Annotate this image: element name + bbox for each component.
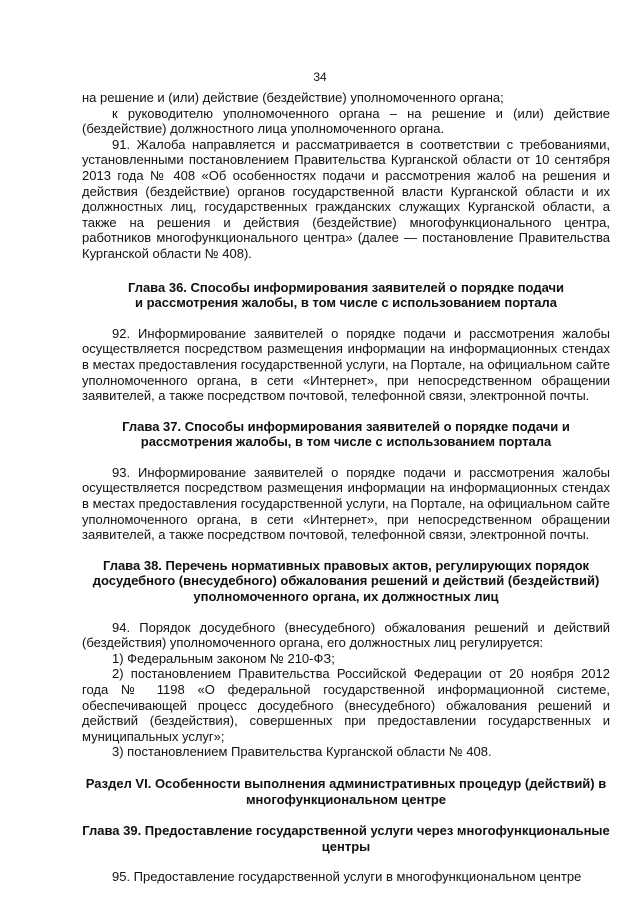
heading-line: Глава 36. Способы информирования заявителей о порядке подачи <box>127 279 565 295</box>
section-6-heading <box>82 776 610 807</box>
paragraph-94: 94. Порядок досудебного (внесудебного) обжалования решений и действий (бездействия) уполномоченного органа, его должностных лиц регулируется: <box>82 619 610 651</box>
heading-line: Глава 38. Перечень нормативных правовых актов, регулирующих порядок <box>102 557 590 573</box>
list-item: 1) Федеральным законом № 210-ФЗ; <box>112 650 335 666</box>
paragraph: к руководителю уполномоченного органа – на решение и (или) действие (бездействие) должностного лица уполномоченного органа. <box>82 105 610 137</box>
paragraph: на решение и (или) действие (бездействие) уполномоченного органа; <box>82 90 504 105</box>
list-item: 3) постановлением Правительства Курганской области № 408. <box>112 744 492 760</box>
paragraph-91: 91. Жалоба направляется и рассматривается в соответствии с требованиями, установленными постановлением Правительства Курганской области от 10 сентября 2013 года № 408 «Об особенностях подачи и рассмотрения жалоб на решения и действия (бездействие) органов государственной власти Курганской области и их должностных лиц, государственных гражданских служащих Курганской области, а также на решения и действия (бездействие) многофункционального центра, работников многофункционального центра» (далее — постановление Правительства Курганской области № 408). <box>82 136 610 261</box>
paragraph-92: 92. Информирование заявителей о порядке подачи и рассмотрения жалобы осуществляется посредством размещения информации на информационных стендах в местах предоставления государственной услуги, на Портале, на официальном сайте уполномоченного органа, в сети «Интернет», при непосредственном обращении заявителей, а также посредством почтовой, телефонной связи, электронной почты. <box>82 325 610 404</box>
heading-line: центры <box>321 838 371 854</box>
heading-line: многофункциональном центре <box>245 791 447 807</box>
heading-line: уполномоченного органа, их должностных лиц <box>193 589 499 605</box>
page-number: 34 <box>313 70 327 84</box>
chapter-36-heading <box>82 280 610 311</box>
heading-line: и рассмотрения жалобы, в том числе с использованием портала <box>134 295 558 311</box>
heading-line: Глава 39. Предоставление государственной услуги через многофункциональные <box>82 823 610 839</box>
heading-line: Глава 37. Способы информирования заявителей о порядке подачи и <box>122 418 570 434</box>
heading-line: Раздел VI. Особенности выполнения административных процедур (действий) в <box>85 775 607 791</box>
heading-line: рассмотрения жалобы, в том числе с использованием портала <box>140 434 552 450</box>
chapter-38-heading <box>82 558 610 605</box>
paragraph-95: 95. Предоставление государственной услуги в многофункциональном центре <box>112 869 582 885</box>
chapter-37-heading <box>82 419 610 450</box>
paragraph-93: 93. Информирование заявителей о порядке подачи и рассмотрения жалобы осуществляется посредством размещения информации на информационных стендах в местах предоставления государственной услуги, на Портале, на официальном сайте уполномоченного органа, в сети «Интернет», при непосредственном обращении заявителей, а также посредством почтовой, телефонной связи, электронной почты. <box>82 464 610 543</box>
page-content <box>82 90 610 885</box>
chapter-39-heading <box>82 823 610 854</box>
heading-line: досудебного (внесудебного) обжалования решений и действий (бездействий) <box>92 573 600 589</box>
list-item: 2) постановлением Правительства Российской Федерации от 20 ноября 2012 года № 1198 «О федеральной государственной информационной системе, обеспечивающей процесс досудебного (внесудебного) обжалования решений и действий (бездействия), совершенных при предоставлении государственных и муниципальных услуг»; <box>82 666 610 744</box>
